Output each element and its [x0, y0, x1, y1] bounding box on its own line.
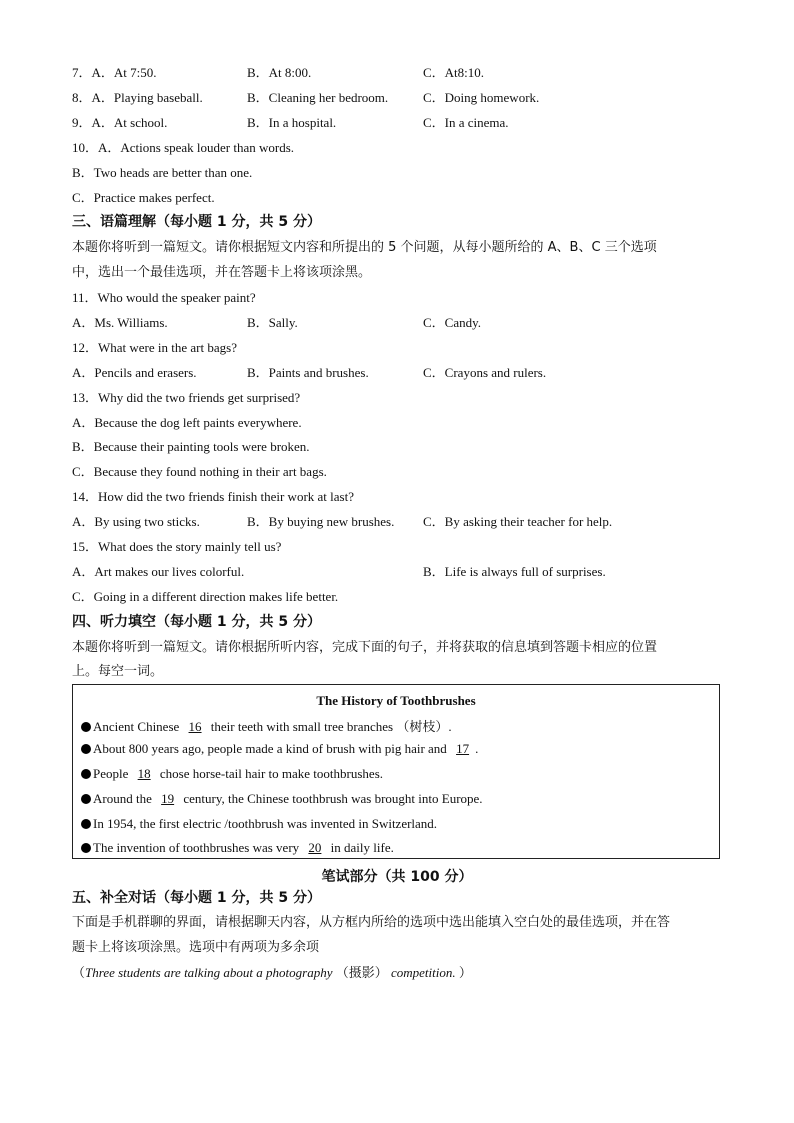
section3-heading: 三、语篇理解（每小题 1 分，共 5 分）: [72, 214, 321, 230]
box-row-20: The invention of toothbrushes was very 20 in daily life.: [81, 840, 394, 856]
blank-19: 19: [161, 791, 175, 806]
q10-option-a: 10．A．Actions speak louder than words.: [72, 140, 295, 155]
box-row-electric: In 1954, the first electric /toothbrush was invented in Switzerland.: [81, 816, 437, 832]
blank-16: 16: [188, 719, 202, 734]
q10-option-c: C．Practice makes perfect.: [72, 190, 215, 205]
box-row-16: Ancient Chinese 16 their teeth with small tree branches （树枝）.: [81, 716, 452, 735]
section5-intro-line2: 题卡上将该项涂黑。选项中有两项为多余项: [72, 940, 320, 955]
q11-option-b: B．Sally.: [247, 315, 298, 330]
q14-stem: 14．How did the two friends finish their work at last?: [72, 489, 354, 504]
q8-option-b: B．Cleaning her bedroom.: [247, 90, 389, 105]
q7-option-b: B．At 8:00.: [247, 65, 312, 80]
bullet-icon: [81, 769, 91, 779]
q11-option-a: A．Ms. Williams.: [72, 315, 168, 330]
q15-option-c: C．Going in a different direction makes life better.: [72, 589, 339, 604]
q13-option-c: C．Because they found nothing in their art bags.: [72, 464, 327, 479]
section4-intro-line1: 本题你将听到一篇短文。请你根据所听内容，完成下面的句子，并将获取的信息填到答题卡相应的位置: [72, 640, 658, 655]
q8-option-c: C．Doing homework.: [423, 90, 540, 105]
section5-note: （Three students are talking about a photography （摄影） competition. ）: [72, 965, 472, 981]
written-part-title: 笔试部分（共 100 分）: [321, 869, 473, 885]
q9-option-c: C．In a cinema.: [423, 115, 509, 130]
bullet-icon: [81, 722, 91, 732]
q14-option-c: C．By asking their teacher for help.: [423, 514, 613, 529]
q12-option-b: B．Paints and brushes.: [247, 365, 369, 380]
box-title: The History of Toothbrushes: [316, 693, 476, 708]
blank-17: 17: [456, 741, 470, 756]
q11-option-c: C．Candy.: [423, 315, 482, 330]
q12-option-a: A．Pencils and erasers.: [72, 365, 197, 380]
q13-option-b: B．Because their painting tools were broken.: [72, 439, 310, 454]
blank-20: 20: [308, 840, 322, 855]
blank-18: 18: [137, 766, 151, 781]
q15-option-b: B．Life is always full of surprises.: [423, 564, 606, 579]
q14-option-b: B．By buying new brushes.: [247, 514, 395, 529]
bullet-icon: [81, 819, 91, 829]
q14-option-a: A．By using two sticks.: [72, 514, 200, 529]
q7-option-c: C．At8:10.: [423, 65, 485, 80]
q11-stem: 11．Who would the speaker paint?: [72, 290, 256, 305]
q13-stem: 13．Why did the two friends get surprised?: [72, 390, 301, 405]
q15-option-a: A．Art makes our lives colorful.: [72, 564, 245, 579]
q10-option-b: B．Two heads are better than one.: [72, 165, 253, 180]
toothbrush-history-box: [72, 684, 720, 859]
box-row-18: People 18 chose horse-tail hair to make toothbrushes.: [81, 766, 383, 782]
q8-option-a: 8．A．Playing baseball.: [72, 90, 203, 105]
bullet-icon: [81, 794, 91, 804]
section3-intro-line1: 本题你将听到一篇短文。请你根据短文内容和所提出的 5 个问题，从每小题所给的 A、B、C 三个选项: [72, 240, 657, 255]
q15-stem: 15．What does the story mainly tell us?: [72, 539, 282, 554]
section3-intro-line2: 中，选出一个最佳选项，并在答题卡上将该项涂黑。: [72, 265, 372, 280]
box-row-19: Around the 19 century, the Chinese toothbrush was brought into Europe.: [81, 791, 483, 807]
section5-intro-line1: 下面是手机群聊的界面，请根据聊天内容，从方框内所给的选项中选出能填入空白处的最佳选项，并在答: [72, 915, 671, 930]
q9-option-b: B．In a hospital.: [247, 115, 337, 130]
q12-stem: 12．What were in the art bags?: [72, 340, 237, 355]
q12-option-c: C．Crayons and rulers.: [423, 365, 547, 380]
section4-intro-line2: 上。每空一词。: [72, 664, 164, 679]
section5-heading: 五、补全对话（每小题 1 分，共 5 分）: [72, 890, 321, 906]
q9-option-a: 9．A．At school.: [72, 115, 168, 130]
q13-option-a: A．Because the dog left paints everywhere.: [72, 415, 302, 430]
section4-heading: 四、听力填空（每小题 1 分，共 5 分）: [72, 614, 321, 630]
box-row-17: About 800 years ago, people made a kind of brush with pig hair and 17 .: [81, 741, 478, 757]
bullet-icon: [81, 843, 91, 853]
bullet-icon: [81, 744, 91, 754]
q7-option-a: 7．A．At 7:50.: [72, 65, 157, 80]
